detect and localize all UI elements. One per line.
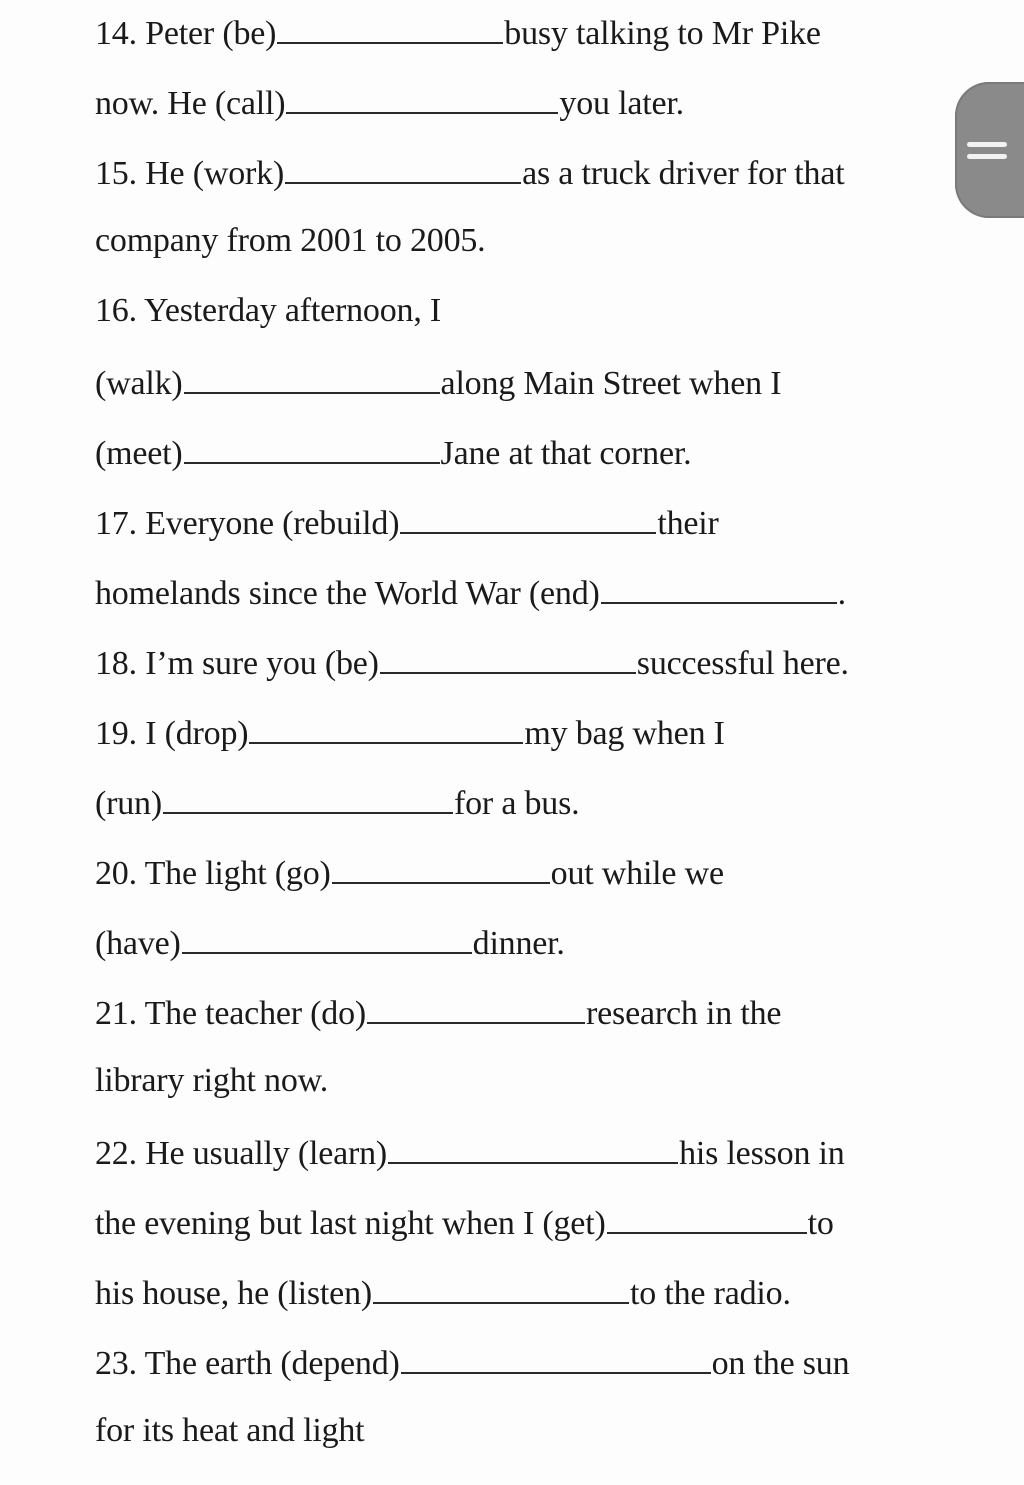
line-text: busy talking to Mr Pike [504, 15, 821, 52]
line-text: out while we [550, 855, 724, 892]
line-text: my bag when I [524, 715, 725, 752]
line-text: 22. He usually (learn) [95, 1135, 388, 1172]
line-text: for its heat and light [95, 1412, 365, 1449]
line-text: 20. The light (go) [95, 855, 331, 892]
line-text: on the sun [711, 1345, 850, 1382]
exercise-21-line-1 [95, 988, 781, 1034]
line-text: as a truck driver for that [522, 155, 845, 192]
exercise-18-line [95, 638, 849, 684]
line-text: successful here. [636, 645, 849, 682]
answer-blank[interactable] [607, 1198, 807, 1234]
answer-blank[interactable] [277, 8, 503, 44]
exercise-23-line-1 [95, 1338, 849, 1384]
line-text: 18. I’m sure you (be) [95, 645, 379, 682]
line-text: 15. He (work) [95, 155, 285, 192]
line-text: 19. I (drop) [95, 715, 249, 752]
line-text: to [807, 1205, 834, 1242]
line-text: for a bus. [453, 785, 580, 822]
exercise-19-line-2 [95, 778, 579, 824]
line-text: 17. Everyone (rebuild) [95, 505, 400, 542]
line-text: along Main Street when I [440, 365, 782, 402]
line-text: library right now. [95, 1062, 329, 1099]
side-panel-handle[interactable] [955, 82, 1024, 218]
line-text: (walk) [95, 365, 183, 402]
line-text: (run) [95, 785, 162, 822]
exercise-19-line-1 [95, 708, 725, 754]
answer-blank[interactable] [367, 988, 585, 1024]
line-text: to the radio. [630, 1275, 791, 1312]
answer-blank[interactable] [400, 498, 656, 534]
line-text: his lesson in [679, 1135, 845, 1172]
exercise-20-line-2 [95, 918, 565, 964]
exercise-23-line-2 [95, 1408, 364, 1454]
line-text: dinner. [472, 925, 565, 962]
exercise-22-line-1 [95, 1128, 845, 1174]
line-text: 21. The teacher (do) [95, 995, 367, 1032]
line-text: 16. Yesterday afternoon, I [95, 292, 442, 329]
line-text: their [657, 505, 719, 542]
line-text: 14. Peter (be) [95, 15, 277, 52]
exercise-22-line-2 [95, 1198, 834, 1244]
exercise-15-line-2 [95, 218, 485, 264]
answer-blank[interactable] [401, 1338, 711, 1374]
exercise-15-line-1 [95, 148, 844, 194]
exercise-17-line-1 [95, 498, 719, 544]
exercise-14-line-2 [95, 78, 684, 124]
line-text: Jane at that corner. [440, 435, 692, 472]
line-text: the evening but last night when I (get) [95, 1205, 606, 1242]
line-text: homelands since the World War (end) [95, 575, 600, 612]
exercise-16-line-2 [95, 358, 781, 404]
exercise-22-line-3 [95, 1268, 791, 1314]
line-text: his house, he (listen) [95, 1275, 372, 1312]
line-text: (have) [95, 925, 181, 962]
exercise-17-line-2 [95, 568, 846, 614]
exercise-16-line-1 [95, 288, 441, 334]
answer-blank[interactable] [388, 1128, 678, 1164]
line-text: . [837, 575, 846, 612]
answer-blank[interactable] [373, 1268, 629, 1304]
answer-blank[interactable] [163, 778, 453, 814]
answer-blank[interactable] [182, 918, 472, 954]
answer-blank[interactable] [184, 358, 440, 394]
answer-blank[interactable] [249, 708, 523, 744]
exercise-16-line-3 [95, 428, 691, 474]
line-text: now. He (call) [95, 85, 286, 122]
line-text: 23. The earth (depend) [95, 1345, 400, 1382]
answer-blank[interactable] [285, 148, 521, 184]
answer-blank[interactable] [286, 78, 558, 114]
answer-blank[interactable] [601, 568, 837, 604]
line-text: you later. [559, 85, 684, 122]
line-text: company from 2001 to 2005. [95, 222, 486, 259]
answer-blank[interactable] [380, 638, 636, 674]
line-text: research in the [586, 995, 782, 1032]
exercise-14-line-1 [95, 8, 821, 54]
line-text: (meet) [95, 435, 183, 472]
exercise-21-line-2 [95, 1058, 328, 1104]
answer-blank[interactable] [332, 848, 550, 884]
exercise-20-line-1 [95, 848, 724, 894]
answer-blank[interactable] [184, 428, 440, 464]
